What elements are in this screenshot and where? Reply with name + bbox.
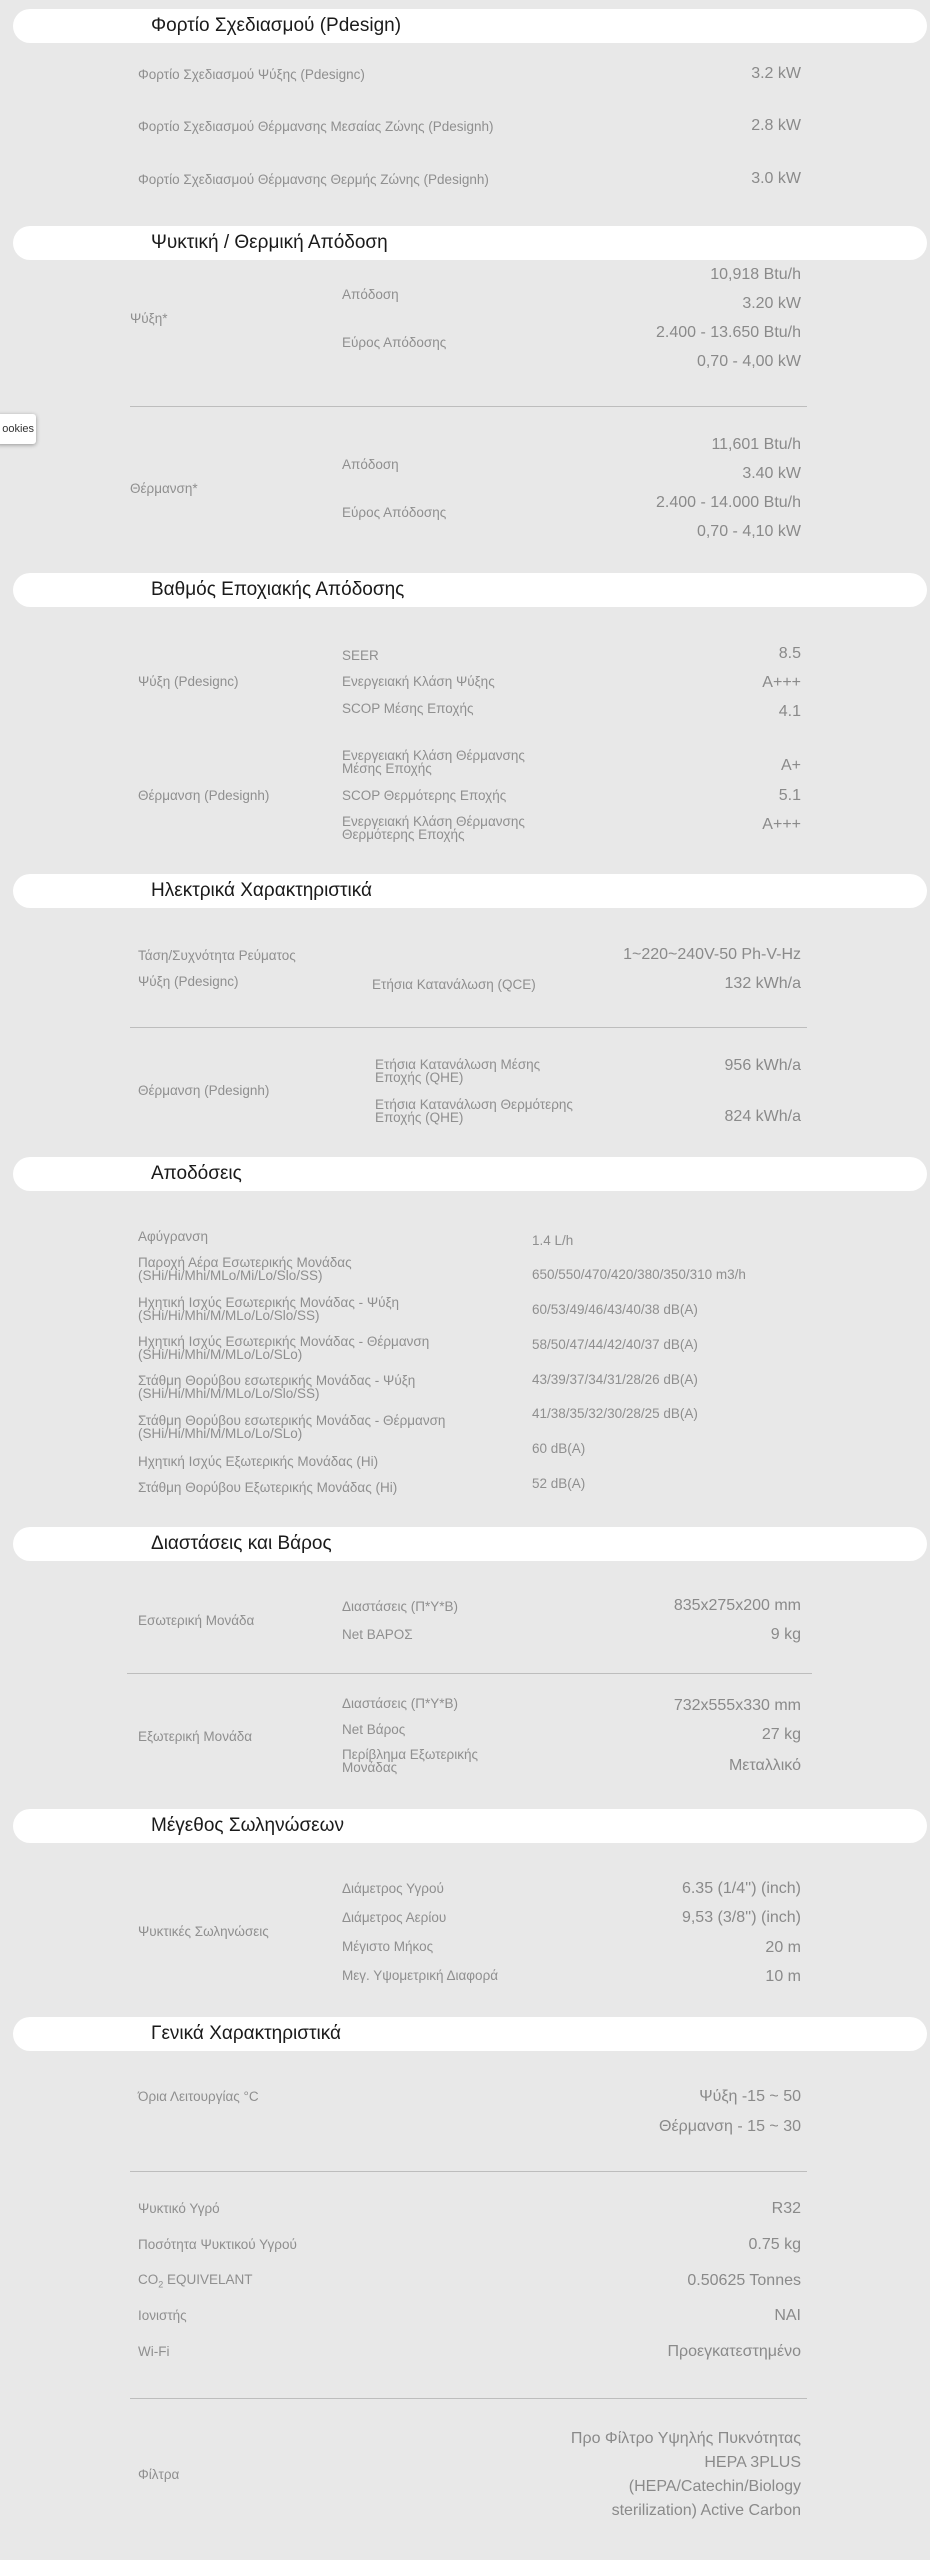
section-title: Φορτίο Σχεδιασμού (Pdesign) [151, 15, 402, 36]
row-label: Διάμετρος Υγρού [342, 1881, 444, 1896]
row-label: Φορτίο Σχεδιασμού Ψύξης (Pdesignc) [138, 67, 365, 82]
row-label: Μεγ. Υψομετρική Διαφορά [342, 1968, 499, 1983]
row-label: Αφύγρανση [138, 1229, 208, 1244]
section-header-electrical [13, 874, 927, 908]
row-value: 8.5 [778, 645, 801, 662]
limits-label: Όρια Λειτουργίας °C [138, 2089, 259, 2104]
row-label: Ενεργειακή Κλάση Θέρμανσης Μέσης Εποχής [342, 748, 525, 776]
row-value: Μεταλλικό [728, 1757, 801, 1774]
section-title: Γενικά Χαρακτηριστικά [151, 2023, 341, 2044]
row-label: Ενεργειακή Κλάση Θέρμανσης Θερμότερης Εποχής [342, 814, 525, 842]
divider [130, 2171, 807, 2172]
row-value: 9,53 (3/8'') (inch) [681, 1909, 801, 1926]
capacity-label: Απόδοση [342, 457, 399, 472]
row-label: Ηχητική Ισχύς Εσωτερικής Μονάδας - Ψύξη (SHi/Hi/Mhi/M/MLo/Lo/Slo/SS) [138, 1295, 400, 1323]
row-label: Ετήσια Κατανάλωση Μέσης Εποχής (QHE) [375, 1057, 541, 1085]
cooling-label: Ψύξη* [130, 311, 168, 326]
row-label: SCOP Μέσης Εποχής [342, 701, 474, 716]
cooling-range-btu: 2.400 - 13.650 Btu/h [656, 324, 801, 341]
section-header-dimensions [13, 1527, 927, 1561]
row-value: 6.35 (1/4'') (inch) [681, 1880, 801, 1897]
section-title: Αποδόσεις [151, 1163, 242, 1184]
row-value: 650/550/470/420/380/350/310 m3/h [532, 1267, 746, 1282]
row-label: Ποσότητα Ψυκτικού Υγρού [138, 2237, 297, 2252]
filter-line: HEPA 3PLUS [704, 2454, 801, 2471]
elec-heating-label: Θέρμανση (Pdesignh) [138, 1083, 270, 1098]
elec-cooling-label: Ψύξη (Pdesignc) [138, 974, 239, 989]
section-header-performance [13, 226, 927, 260]
section-title: Βαθμός Εποχιακής Απόδοσης [151, 579, 405, 600]
row-value: R32 [771, 2200, 801, 2217]
voltage-value: 1~220~240V-50 Ph-V-Hz [623, 946, 801, 963]
elec-cooling-sub-label: Ετήσια Κατανάλωση (QCE) [372, 977, 536, 992]
section-header-piping [13, 1809, 927, 1843]
row-value: 58/50/47/44/42/40/37 dB(A) [532, 1337, 698, 1352]
row-value: 9 kg [770, 1626, 801, 1643]
limits-heating: Θέρμανση - 15 ~ 30 [659, 2118, 801, 2135]
row-value: 0.75 kg [748, 2236, 801, 2253]
row-label: Φορτίο Σχεδιασμού Θέρμανσης Μεσαίας Ζώνης (Pdesignh) [138, 119, 494, 134]
row-label: Στάθμη Θορύβου εσωτερικής Μονάδας - Ψύξη (SHi/Hi/Mhi/M/MLo/Lo/Slo/SS) [138, 1373, 416, 1401]
row-value: 1.4 L/h [532, 1233, 574, 1248]
row-label: Διαστάσεις (Π*Υ*Β) [342, 1599, 458, 1614]
row-label: Παροχή Αέρα Εσωτερικής Μονάδας (SHi/Hi/Mhi/MLo/Mi/Lo/Slo/SS) [138, 1255, 352, 1283]
row-label: Περίβλημα Εξωτερικής Μονάδας [342, 1747, 478, 1775]
range-label: Εύρος Απόδοσης [342, 335, 447, 350]
row-label: Net Βάρος [342, 1722, 406, 1737]
section-title: Διαστάσεις και Βάρος [151, 1533, 332, 1554]
capacity-label: Απόδοση [342, 287, 399, 302]
row-value: A+ [780, 757, 801, 774]
filter-line: Προ Φίλτρο Υψηλής Πυκνότητας [570, 2430, 801, 2447]
cooling-capacity-btu: 10,918 Btu/h [710, 266, 801, 283]
co2-label-sub: 2 [158, 2279, 164, 2290]
row-label: Ιονιστής [138, 2308, 187, 2323]
voltage-label: Τάση/Συχνότητα Ρεύματος [138, 948, 296, 963]
cooling-range-kw: 0,70 - 4,00 kW [696, 353, 801, 370]
heating-range-btu: 2.400 - 14.000 Btu/h [656, 494, 801, 511]
seasonal-heating-label: Θέρμανση (Pdesignh) [138, 788, 270, 803]
limits-cooling: Ψύξη -15 ~ 50 [699, 2088, 801, 2105]
row-label: Στάθμη Θορύβου Εξωτερικής Μονάδας (Hi) [138, 1480, 398, 1495]
section-header-outputs [13, 1157, 927, 1191]
row-value: 4.1 [778, 703, 801, 720]
heating-capacity-kw: 3.40 kW [742, 465, 801, 482]
heating-capacity-btu: 11,601 Btu/h [711, 436, 801, 453]
row-label: Ετήσια Κατανάλωση Θερμότερης Εποχής (QHE) [375, 1097, 573, 1125]
row-label: Ηχητική Ισχύς Εσωτερικής Μονάδας - Θέρμανση (SHi/Hi/Mhi/M/MLo/Lo/SLo) [138, 1334, 430, 1362]
filter-line: (HEPA/Catechin/Biology [628, 2478, 801, 2495]
row-label: Μέγιστο Μήκος [342, 1939, 434, 1954]
row-value: 5.1 [778, 787, 801, 804]
row-value: A+++ [762, 674, 801, 691]
elec-cooling-value: 132 kWh/a [724, 975, 801, 992]
piping-label: Ψυκτικές Σωληνώσεις [138, 1924, 269, 1939]
filter-line: sterilization) Active Carbon [611, 2502, 801, 2519]
row-value: 2.8 kW [751, 117, 801, 134]
row-label: Διάμετρος Αερίου [342, 1910, 447, 1925]
section-title: Μέγεθος Σωληνώσεων [151, 1815, 344, 1836]
row-value: 3.0 kW [751, 170, 801, 187]
row-value: 835x275x200 mm [673, 1597, 801, 1614]
heating-range-kw: 0,70 - 4,10 kW [696, 523, 801, 540]
row-value: 52 dB(A) [532, 1476, 586, 1491]
row-value: 60/53/49/46/43/40/38 dB(A) [532, 1302, 698, 1317]
row-value: A+++ [762, 816, 801, 833]
row-value: 41/38/35/32/30/28/25 dB(A) [532, 1406, 698, 1421]
row-label: SEER [342, 648, 379, 663]
row-value: 20 m [765, 1939, 801, 1956]
row-value: ΝΑΙ [774, 2307, 801, 2324]
row-label: Στάθμη Θορύβου εσωτερικής Μονάδας - Θέρμανση (SHi/Hi/Mhi/M/MLo/Lo/SLo) [138, 1413, 446, 1441]
row-label: Διαστάσεις (Π*Υ*Β) [342, 1696, 458, 1711]
row-label: SCOP Θερμότερης Εποχής [342, 788, 507, 803]
indoor-unit-label: Εσωτερική Μονάδα [138, 1613, 255, 1628]
cooling-capacity-kw: 3.20 kW [742, 295, 801, 312]
divider [130, 406, 807, 407]
row-value: 60 dB(A) [532, 1441, 586, 1456]
outdoor-unit-label: Εξωτερική Μονάδα [138, 1729, 253, 1744]
row-value: 43/39/37/34/31/28/26 dB(A) [532, 1372, 698, 1387]
cookie-settings-tab[interactable] [0, 414, 36, 444]
section-header-design-load [13, 9, 927, 43]
row-value: 3.2 kW [751, 65, 801, 82]
row-label: Wi-Fi [138, 2344, 170, 2359]
co2-label [138, 2273, 253, 2292]
row-label: Ψυκτικό Υγρό [138, 2201, 220, 2216]
divider [130, 1027, 807, 1028]
row-value: 824 kWh/a [724, 1108, 801, 1125]
row-value: 956 kWh/a [724, 1057, 801, 1074]
range-label: Εύρος Απόδοσης [342, 505, 447, 520]
divider [130, 2398, 807, 2399]
row-value: 0.50625 Tonnes [687, 2272, 801, 2289]
section-header-seasonal [13, 573, 927, 607]
section-title: Ηλεκτρικά Χαρακτηριστικά [151, 880, 373, 901]
row-value: Προεγκατεστημένο [667, 2343, 801, 2360]
row-label: Net ΒΑΡΟΣ [342, 1627, 413, 1642]
cookie-tab-label: ookies [2, 423, 34, 435]
row-value: 27 kg [761, 1726, 801, 1743]
row-label: Ενεργειακή Κλάση Ψύξης [342, 674, 495, 689]
row-value: 732x555x330 mm [673, 1697, 801, 1714]
section-header-general [13, 2017, 927, 2051]
co2-label-post: EQUIVELANT [163, 2272, 253, 2287]
co2-label-pre: CO [138, 2272, 159, 2287]
row-value: 10 m [765, 1968, 801, 1985]
heating-label: Θέρμανση* [130, 481, 198, 496]
row-label: Ηχητική Ισχύς Εξωτερικής Μονάδας (Hi) [138, 1454, 379, 1469]
divider [127, 1673, 812, 1674]
row-label: Φορτίο Σχεδιασμού Θέρμανσης Θερμής Ζώνης (Pdesignh) [138, 172, 489, 187]
seasonal-cooling-label: Ψύξη (Pdesignc) [138, 674, 239, 689]
section-title: Ψυκτική / Θερμική Απόδοση [151, 232, 388, 253]
filter-label: Φίλτρα [138, 2467, 180, 2482]
